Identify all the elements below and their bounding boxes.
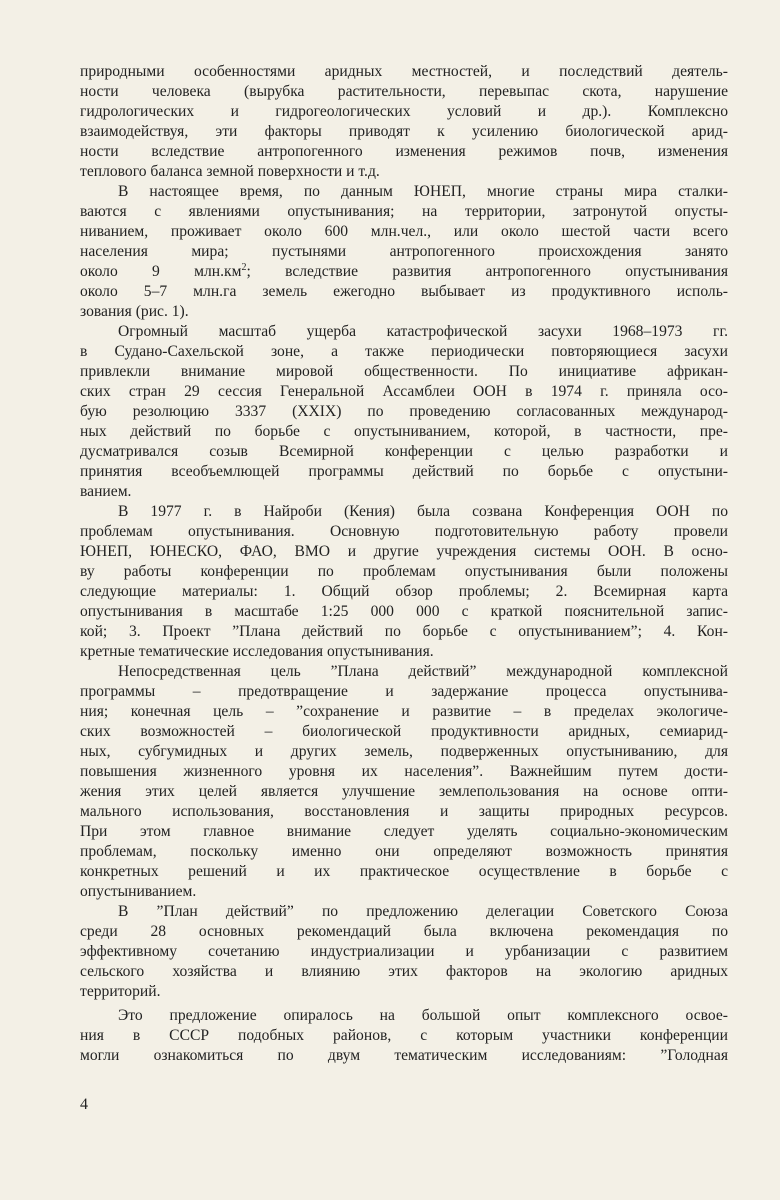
text-line: теплового баланса земной поверхности и т.д. (80, 163, 380, 180)
paragraph-4 (80, 502, 728, 662)
text-line: привлекли внимание мировой общественности. По инициативе африкан- (80, 363, 728, 380)
text-line: бую резолюцию 3337 (XXIX) по проведению согласованных международ- (80, 403, 728, 420)
text-line: Огромный масштаб ущерба катастрофической засухи 1968–1973 гг. (118, 323, 728, 340)
text-line: гидрологических и гидрогеологических условий и др.). Комплексно (80, 103, 728, 120)
text-line: При этом главное внимание следует уделять социально-экономическим (80, 823, 728, 840)
text-line: повышения жизненного уровня их населения”. Важнейшим путем дости- (80, 763, 728, 780)
text-line (80, 262, 728, 282)
text-line: эффективному сочетанию индустриализации и урбанизации с развитием (80, 943, 728, 960)
text-line: дусматривался созыв Всемирной конференции с целью разработки и (80, 443, 728, 460)
text-line: сельского хозяйства и влиянию этих факторов на экологию аридных (80, 963, 728, 980)
text-line: среди 28 основных рекомендаций была включена рекомендация по (80, 923, 728, 940)
text-line: ских возможностей – биологической продуктивности аридных, семиарид- (80, 723, 728, 740)
text-line: ных, субгумидных и других земель, подверженных опустыниванию, для (80, 743, 728, 760)
text-line: территорий. (80, 983, 161, 1000)
text-line: В 1977 г. в Найроби (Кения) была созвана Конференция ООН по (118, 503, 728, 520)
text-line: Это предложение опиралось на большой опыт комплексного освое- (118, 1007, 728, 1024)
text-line: ния в СССР подобных районов, с которым участники конференции (80, 1027, 728, 1044)
text-line: следующие материалы: 1. Общий обзор проблемы; 2. Всемирная карта (80, 583, 728, 600)
paragraph-6 (80, 902, 728, 1002)
paragraph-1 (80, 62, 728, 182)
text-line: жения этих целей является улучшение землепользования на основе опти- (80, 783, 728, 800)
text-line: мального использования, восстановления и защиты природных ресурсов. (80, 803, 728, 820)
text-line: В настоящее время, по данным ЮНЕП, многие страны мира сталки- (118, 183, 728, 200)
text-line: кретные тематические исследования опустынивания. (80, 643, 434, 660)
text-line: ских стран 29 сессия Генеральной Ассамблеи ООН в 1974 г. приняла осо- (80, 383, 728, 400)
page-number: 4 (80, 1096, 88, 1113)
text-line: кой; 3. Проект ”Плана действий по борьбе с опустыниванием”; 4. Кон- (80, 623, 728, 640)
text-line: программы – предотвращение и задержание процесса опустынива- (80, 683, 728, 700)
text-line: ЮНЕП, ЮНЕСКО, ФАО, ВМО и другие учреждения системы ООН. В осно- (80, 543, 728, 560)
paragraph-3 (80, 322, 728, 502)
text-line: могли ознакомиться по двум тематическим исследованиям: ”Голодная (80, 1047, 728, 1064)
body-text (80, 62, 728, 1066)
text-line: ваются с явлениями опустынивания; на территории, затронутой опусты- (80, 203, 728, 220)
text-line: около 5–7 млн.га земель ежегодно выбывает из продуктивного исполь- (80, 283, 728, 300)
text-line: природными особенностями аридных местностей, и последствий деятель- (80, 63, 728, 80)
text-line: ния; конечная цель – ”сохранение и развитие – в пределах экологиче- (80, 703, 728, 720)
text-fragment: около 9 млн.км (80, 263, 242, 280)
text-line: ности человека (вырубка растительности, перевыпас скота, нарушение (80, 83, 728, 100)
text-line: Непосредственная цель ”Плана действий” международной комплексной (118, 663, 728, 680)
text-line: населения мира; пустынями антропогенного происхождения занято (80, 243, 728, 260)
text-line: ниванием, проживает около 600 млн.чел., или около шестой части всего (80, 223, 728, 240)
text-line: принятия всеобъемлющей программы действий по борьбе с опустыни- (80, 463, 728, 480)
text-line: конкретных решений и их практическое осуществление в борьбе с (80, 863, 728, 880)
text-line: ных действий по борьбе с опустыниванием, которой, в частности, пре- (80, 423, 728, 440)
text-line: ности вследствие антропогенного изменения режимов почв, изменения (80, 143, 728, 160)
text-line: проблемам, поскольку именно они определяют возможность принятия (80, 843, 728, 860)
text-line: в Судано-Сахельской зоне, а также периодически повторяющиеся засухи (80, 343, 728, 360)
text-line: ву работы конференции по проблемам опустынивания были положены (80, 563, 728, 580)
text-line: проблемам опустынивания. Основную подготовительную работу провели (80, 523, 728, 540)
text-line: опустынивания в масштабе 1:25 000 000 с краткой пояснительной запис- (80, 603, 728, 620)
text-fragment: ; вследствие развития антропогенного опустынивания (246, 263, 729, 280)
text-line: В ”План действий” по предложению делегации Советского Союза (118, 903, 728, 920)
text-line: ванием. (80, 483, 132, 500)
text-line: опустыниванием. (80, 883, 197, 900)
superscript: 2 (241, 261, 247, 273)
text-line: зования (рис. 1). (80, 303, 189, 320)
paragraph-2 (80, 182, 728, 322)
text-line: взаимодействуя, эти факторы приводят к усилению биологической арид- (80, 123, 728, 140)
paragraph-5 (80, 662, 728, 902)
paragraph-7 (80, 1006, 728, 1066)
